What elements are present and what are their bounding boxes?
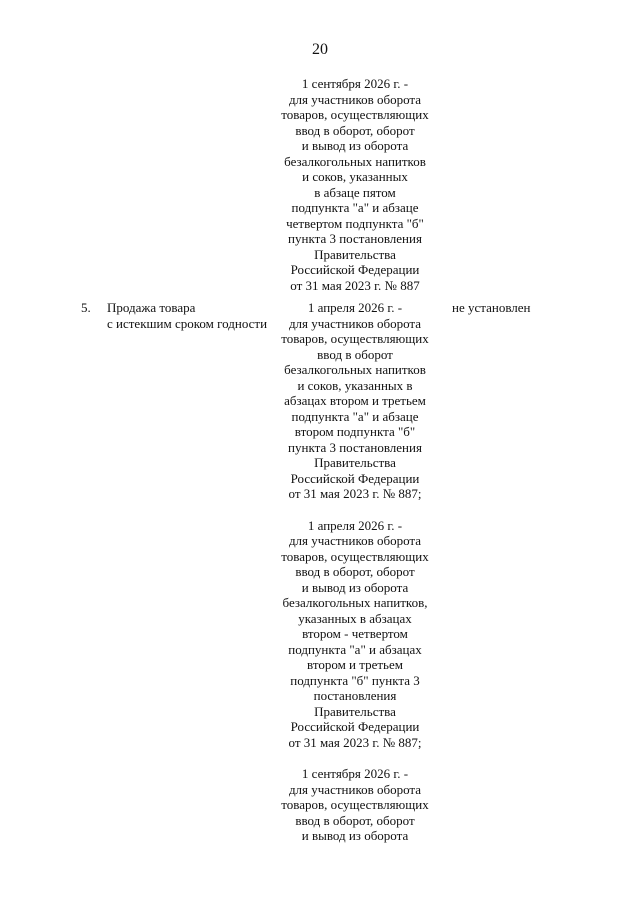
- text-line: Российской Федерации: [290, 719, 420, 734]
- text-line: товаров, осуществляющих: [281, 107, 429, 122]
- text-line: пункта 3 постановления: [288, 439, 422, 455]
- text-line: ввод в оборот, оборот: [295, 564, 415, 579]
- row-dates-cell: [270, 300, 440, 844]
- row-name: [107, 300, 275, 332]
- text-line: 1 апреля 2026 г. -: [307, 517, 403, 533]
- text-line: для участников оборота: [288, 533, 422, 548]
- text-line: в абзаце пятом: [314, 184, 396, 200]
- text-line: абзацах втором и третьем: [284, 393, 426, 408]
- text-line: втором и третьем: [307, 657, 403, 672]
- text-line: Продажа товара: [107, 300, 196, 315]
- text-line: и вывод из оборота: [301, 138, 409, 153]
- text-line: от 31 мая 2023 г. № 887;: [288, 486, 422, 501]
- text-line: и соков, указанных в: [297, 377, 413, 393]
- text-line: товаров, осуществляющих: [281, 548, 429, 564]
- continuation-cell: [270, 76, 440, 293]
- text-line: и вывод из оборота: [301, 828, 409, 843]
- text-line: товаров, осуществляющих: [281, 331, 429, 346]
- text-line: подпункта "а" и абзацах: [288, 641, 422, 657]
- page-number: 20: [312, 41, 328, 58]
- text-line: указанных в абзацах: [298, 610, 412, 626]
- text-line: для участников оборота: [288, 315, 422, 331]
- text-line: безалкогольных напитков,: [282, 595, 428, 610]
- text-line: от 31 мая 2023 г. № 887: [290, 277, 420, 293]
- text-line: ввод в оборот, оборот: [295, 122, 415, 138]
- row-limit: не установлен: [452, 300, 531, 315]
- text-line: четвертом подпункта "б": [286, 215, 424, 231]
- text-line: с истекшим сроком годности: [107, 316, 268, 331]
- text-line: втором подпункта "б": [294, 424, 416, 439]
- text-line: 1 апреля 2026 г. -: [307, 300, 403, 315]
- text-line: подпункта "б" пункта 3: [290, 672, 420, 688]
- text-line: для участников оборота: [288, 91, 422, 107]
- text-line: товаров, осуществляющих: [281, 797, 429, 812]
- date-block: [270, 766, 440, 844]
- text-line: Правительства: [314, 246, 396, 262]
- text-line: Российской Федерации: [290, 262, 420, 277]
- text-line: и вывод из оборота: [301, 579, 409, 595]
- text-line: 1 сентября 2026 г. -: [301, 766, 409, 781]
- text-line: подпункта "а" и абзаце: [291, 200, 419, 215]
- date-block: [270, 518, 440, 751]
- text-line: безалкогольных напитков: [284, 153, 426, 169]
- text-line: от 31 мая 2023 г. № 887;: [288, 734, 422, 750]
- text-line: пункта 3 постановления: [288, 231, 422, 246]
- text-line: втором - четвертом: [302, 626, 408, 641]
- text-line: ввод в оборот, оборот: [295, 812, 415, 828]
- text-line: для участников оборота: [288, 781, 422, 797]
- date-block: [270, 300, 440, 502]
- text-line: 1 сентября 2026 г. -: [301, 76, 409, 91]
- text-line: и соков, указанных: [302, 169, 408, 184]
- text-line: безалкогольных напитков: [284, 362, 426, 377]
- text-line: постановления: [313, 688, 397, 703]
- text-line: подпункта "а" и абзаце: [291, 408, 419, 424]
- text-line: Российской Федерации: [290, 470, 420, 486]
- text-line: Правительства: [314, 703, 396, 719]
- row-number: 5.: [81, 300, 91, 315]
- text-line: Правительства: [314, 455, 396, 470]
- continuation-date-block: [270, 76, 440, 293]
- table-row: [0, 300, 640, 843]
- text-line: ввод в оборот: [317, 346, 393, 362]
